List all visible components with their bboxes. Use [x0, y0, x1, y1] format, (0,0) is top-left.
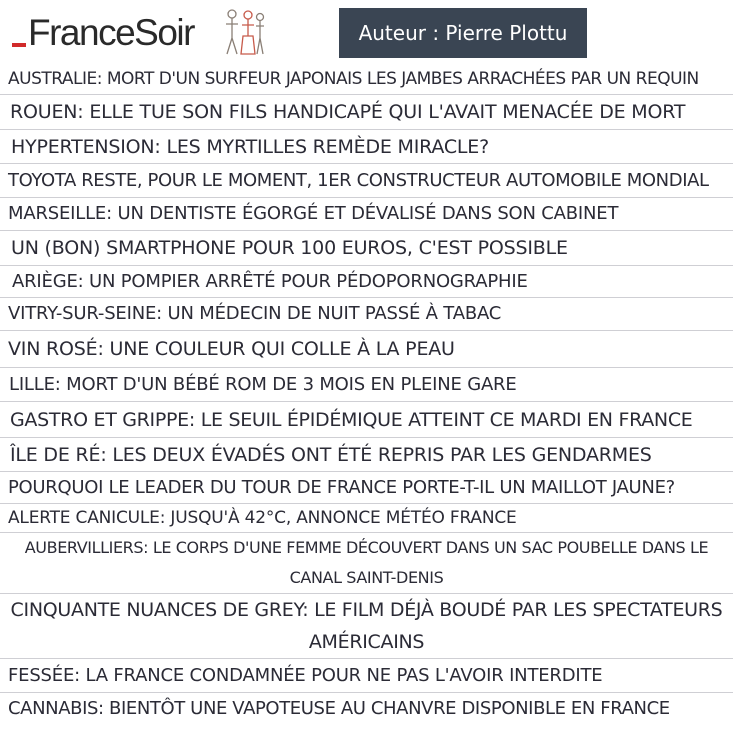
- article-list: [0, 64, 733, 724]
- logo-figures-icon: [222, 8, 268, 58]
- author-badge: Auteur : Pierre Plottu: [339, 8, 587, 58]
- logo-text: FranceSoir: [28, 12, 194, 53]
- article-link[interactable]: MARSEILLE: UN DENTISTE ÉGORGÉ ET DÉVALISÉ DANS SON CABINET: [0, 198, 733, 231]
- header: [0, 0, 733, 64]
- article-link[interactable]: UN (BON) SMARTPHONE POUR 100 EUROS, C'EST POSSIBLE: [0, 231, 733, 266]
- logo-dash: [12, 43, 26, 47]
- francesoir-logo[interactable]: [10, 8, 270, 56]
- article-link[interactable]: ALERTE CANICULE: JUSQU'À 42°C, ANNONCE MÉTÉO FRANCE: [0, 504, 733, 533]
- article-link[interactable]: AUBERVILLIERS: LE CORPS D'UNE FEMME DÉCOUVERT DANS UN SAC POUBELLE DANS LE CANAL SAINT-DENIS: [0, 533, 733, 594]
- article-link[interactable]: ARIÈGE: UN POMPIER ARRÊTÉ POUR PÉDOPORNOGRAPHIE: [0, 266, 733, 298]
- article-link[interactable]: ÎLE DE RÉ: LES DEUX ÉVADÉS ONT ÉTÉ REPRIS PAR LES GENDARMES: [0, 438, 733, 472]
- article-link[interactable]: GASTRO ET GRIPPE: LE SEUIL ÉPIDÉMIQUE ATTEINT CE MARDI EN FRANCE: [0, 402, 733, 438]
- article-link[interactable]: POURQUOI LE LEADER DU TOUR DE FRANCE PORTE-T-IL UN MAILLOT JAUNE?: [0, 472, 733, 504]
- article-link[interactable]: VIN ROSÉ: UNE COULEUR QUI COLLE À LA PEAU: [0, 331, 733, 368]
- article-link[interactable]: CINQUANTE NUANCES DE GREY: LE FILM DÉJÀ BOUDÉ PAR LES SPECTATEURS AMÉRICAINS: [0, 594, 733, 659]
- article-link[interactable]: VITRY-SUR-SEINE: UN MÉDECIN DE NUIT PASSÉ À TABAC: [0, 298, 733, 331]
- article-link[interactable]: AUSTRALIE: MORT D'UN SURFEUR JAPONAIS LES JAMBES ARRACHÉES PAR UN REQUIN: [0, 64, 733, 95]
- article-link[interactable]: FESSÉE: LA FRANCE CONDAMNÉE POUR NE PAS L'AVOIR INTERDITE: [0, 659, 733, 693]
- article-link[interactable]: LILLE: MORT D'UN BÉBÉ ROM DE 3 MOIS EN PLEINE GARE: [0, 368, 733, 402]
- article-link[interactable]: CANNABIS: BIENTÔT UNE VAPOTEUSE AU CHANVRE DISPONIBLE EN FRANCE: [8, 697, 670, 719]
- article-link[interactable]: HYPERTENSION: LES MYRTILLES REMÈDE MIRACLE?: [0, 130, 733, 164]
- article-link[interactable]: TOYOTA RESTE, POUR LE MOMENT, 1ER CONSTRUCTEUR AUTOMOBILE MONDIAL: [0, 164, 733, 198]
- article-link[interactable]: ROUEN: ELLE TUE SON FILS HANDICAPÉ QUI L'AVAIT MENACÉE DE MORT: [0, 95, 733, 130]
